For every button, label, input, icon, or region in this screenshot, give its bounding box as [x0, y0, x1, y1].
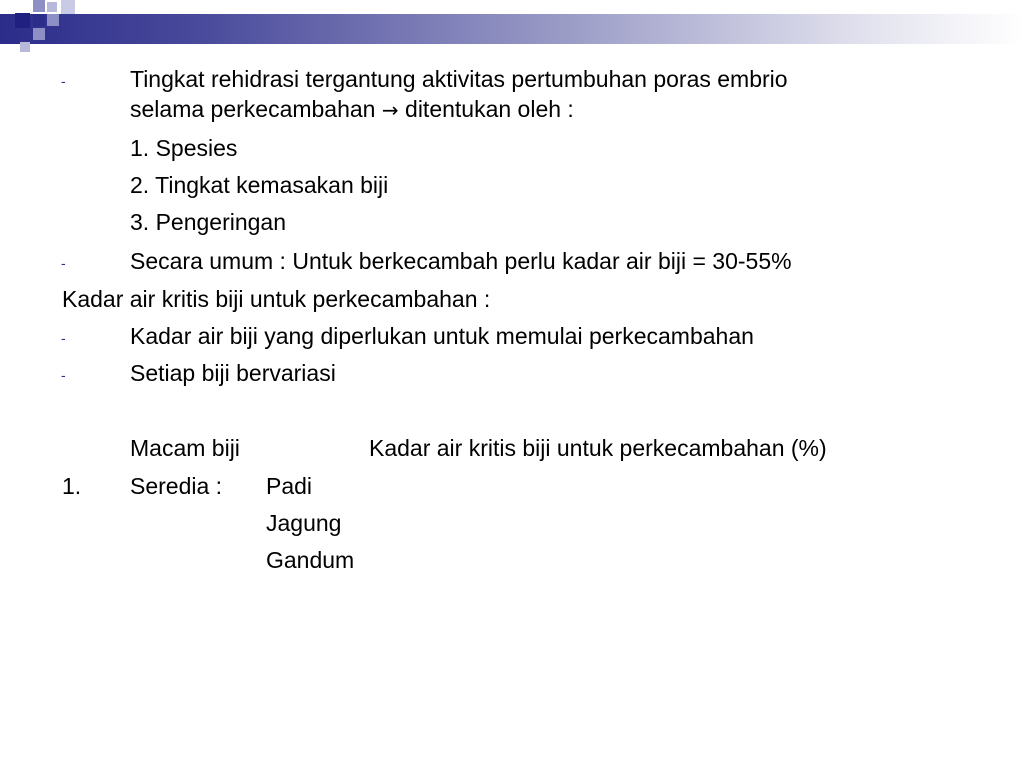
factor-item-maturity: 2. Tingkat kemasakan biji: [130, 172, 389, 198]
table-row-number: 1.: [62, 473, 82, 499]
rehydration-text-line2-start: selama perkecambahan: [130, 96, 382, 122]
factor-item-drying: 3. Pengeringan: [130, 209, 287, 235]
rehydration-text-line2: [130, 94, 574, 125]
critical-moisture-heading: Kadar air kritis biji untuk perkecambahan :: [62, 286, 491, 312]
grain-item-gandum: Gandum: [266, 547, 355, 573]
bullet-dash: -: [61, 367, 66, 383]
bullet-dash: -: [61, 255, 66, 271]
table-group-label: Seredia :: [130, 473, 223, 499]
bullet-dash: -: [61, 330, 66, 346]
grain-item-padi: Padi: [266, 473, 313, 499]
table-header-critical-moisture: Kadar air kritis biji untuk perkecambahan (%): [369, 435, 827, 461]
required-moisture-text: Kadar air biji yang diperlukan untuk memulai perkecambahan: [130, 323, 754, 349]
grain-item-jagung: Jagung: [266, 510, 342, 536]
table-header-seed-type: Macam biji: [130, 435, 240, 461]
general-moisture-text: Secara umum : Untuk berkecambah perlu kadar air biji = 30-55%: [130, 248, 792, 274]
rehydration-text-line2-end: ditentukan oleh :: [398, 96, 574, 122]
rehydration-text-line1: Tingkat rehidrasi tergantung aktivitas pertumbuhan poras embrio: [130, 66, 788, 92]
varies-text: Setiap biji bervariasi: [130, 360, 336, 386]
factor-item-species: 1. Spesies: [130, 135, 238, 161]
right-arrow-icon: →: [381, 98, 399, 122]
bullet-dash: -: [61, 73, 66, 89]
